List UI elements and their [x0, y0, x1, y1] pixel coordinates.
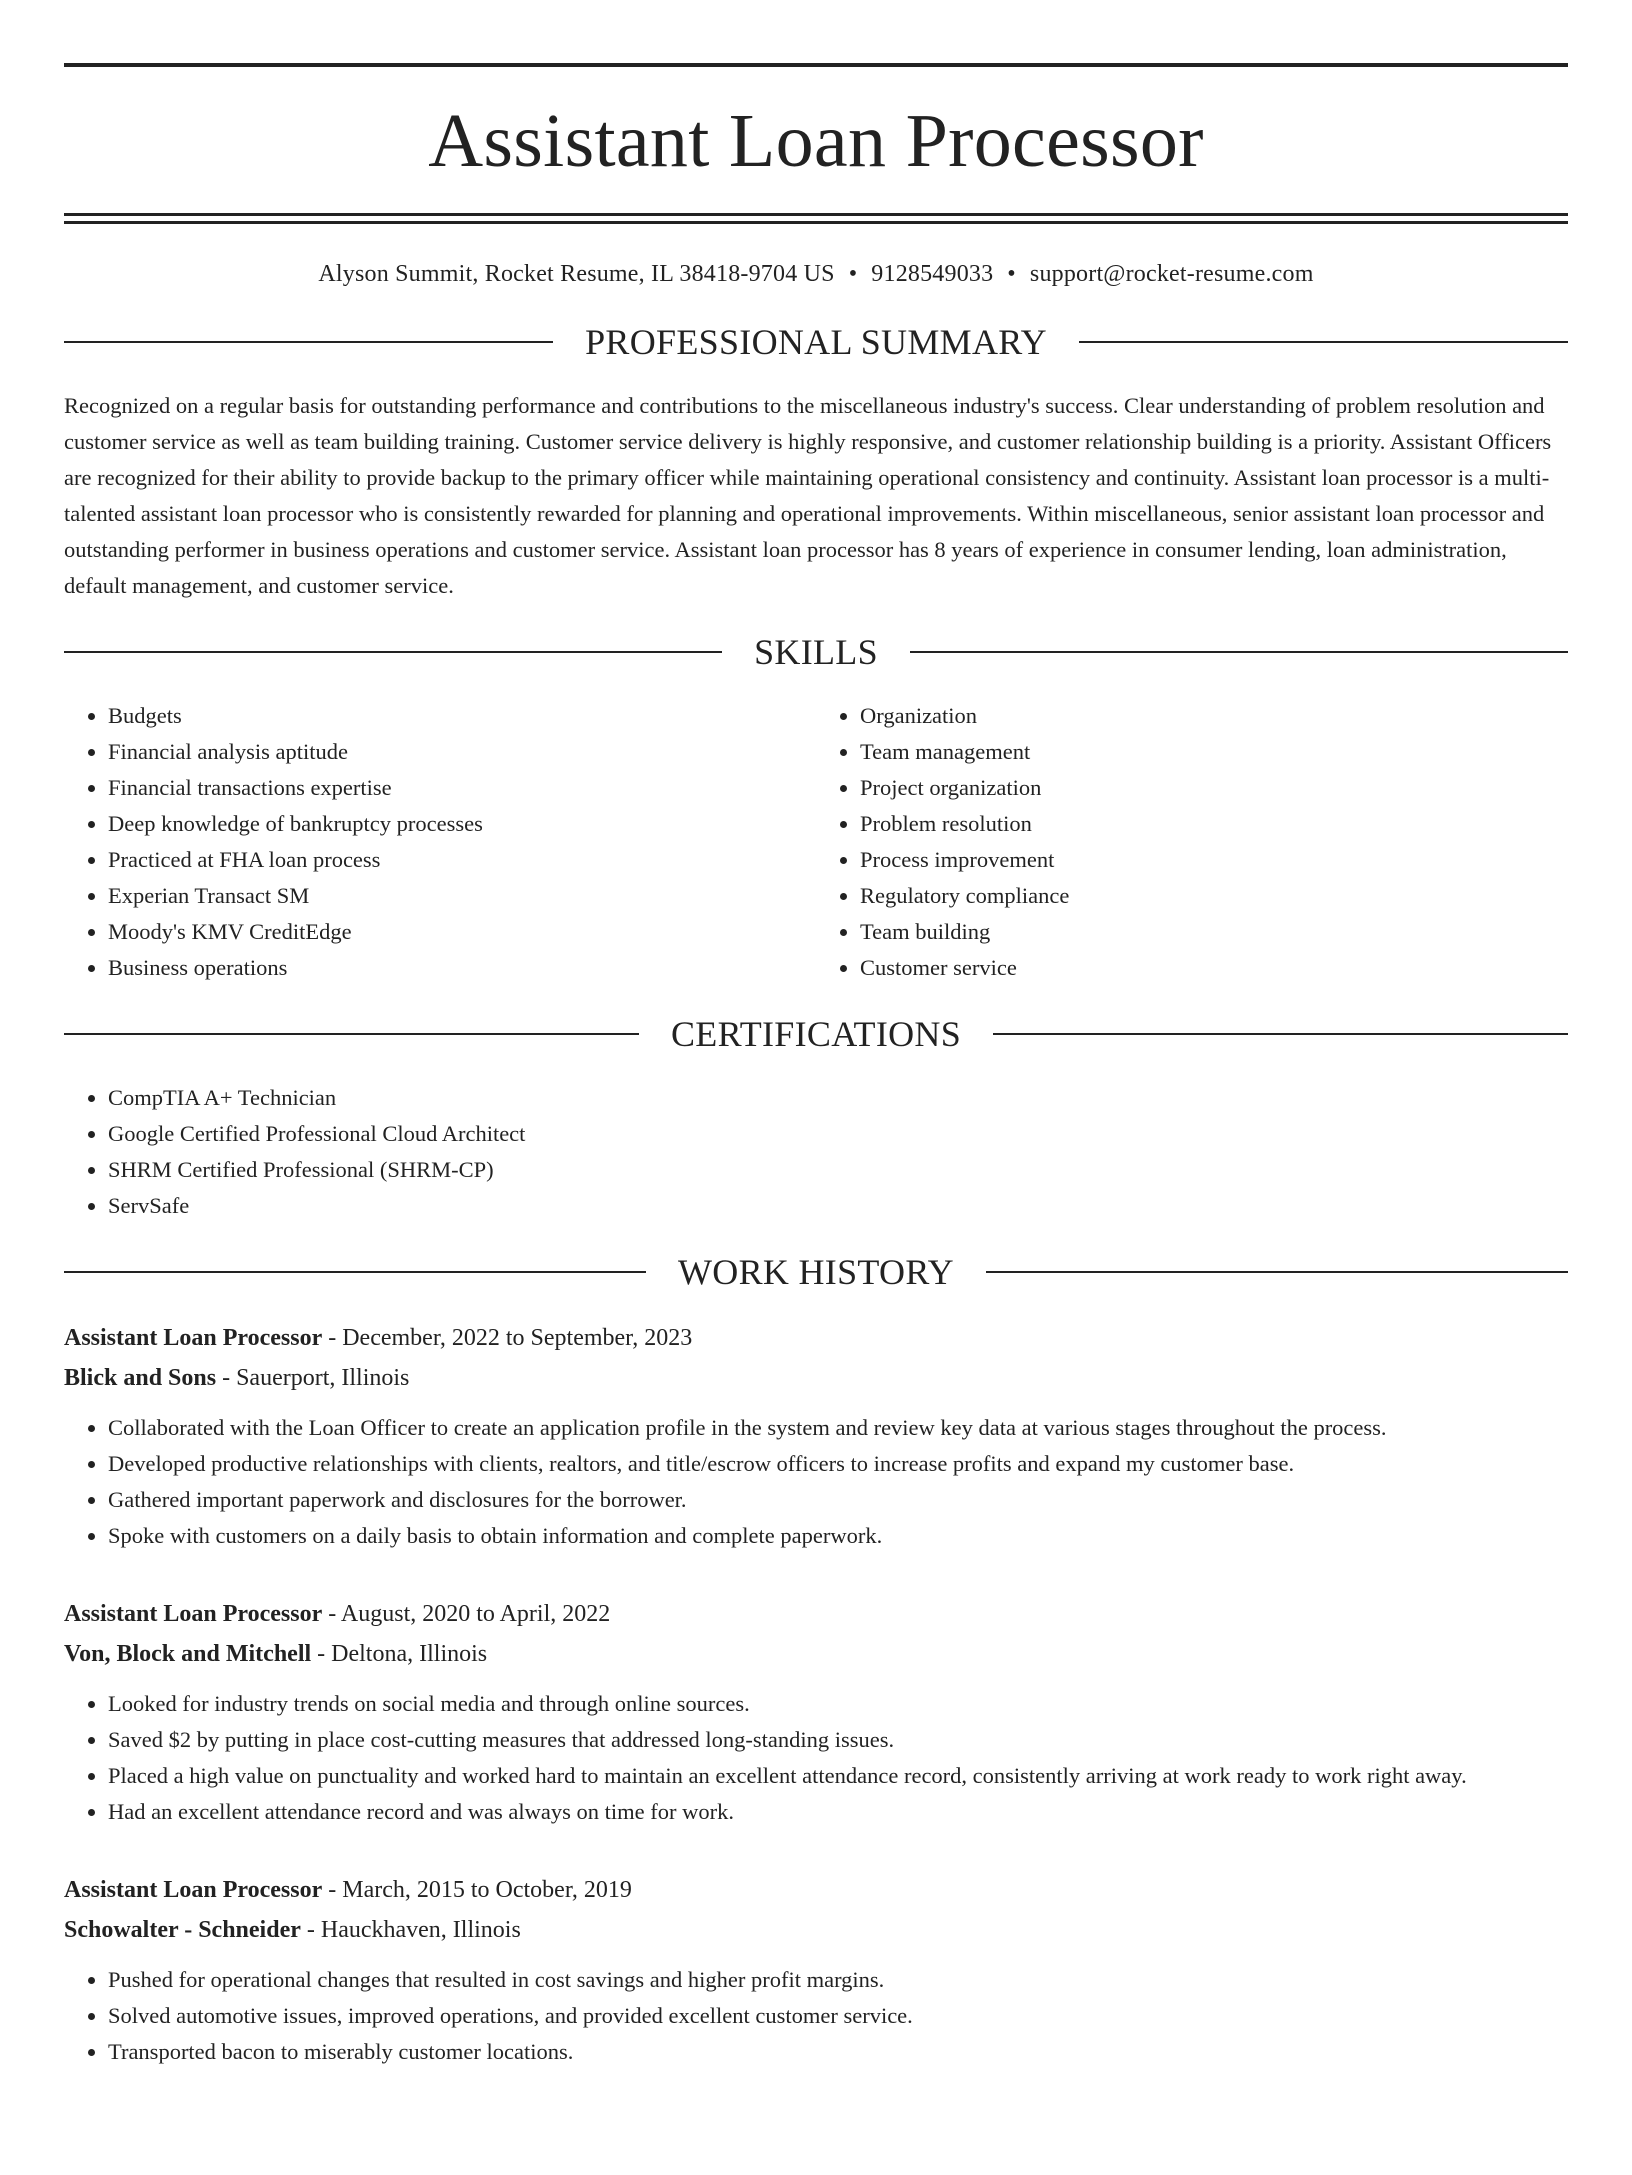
heading-rule-left: [64, 1271, 646, 1273]
skills-list: [64, 698, 1568, 986]
job-bullet: • Solved automotive issues, improved operations, and provided excellent customer service.: [108, 1998, 1568, 2034]
work-history-section-heading: [64, 1254, 1568, 1290]
heading-rule-right: [1079, 341, 1568, 343]
skills-heading: SKILLS: [754, 632, 878, 672]
summary-section-heading: [64, 324, 1568, 360]
job-location: - Sauerport, Illinois: [216, 1365, 410, 1391]
contact-separator: •: [848, 261, 858, 287]
contact-phone: 9128549033: [871, 261, 994, 287]
summary-heading: PROFESSIONAL SUMMARY: [585, 322, 1047, 362]
heading-rule-left: [64, 651, 722, 653]
job-location: - Hauckhaven, Illinois: [300, 1917, 521, 1943]
job-bullet: • Saved $2 by putting in place cost-cutting measures that addressed long-standing issues.: [108, 1722, 1568, 1758]
skill-item: • Financial transactions expertise: [108, 770, 816, 806]
job-bullet: • Had an excellent attendance record and was always on time for work.: [108, 1794, 1568, 1830]
job-entry: [64, 1594, 1568, 1830]
job-bullets: [64, 1962, 1568, 2070]
resume-title: Assistant Loan Processor: [428, 99, 1204, 183]
job-company-line: [64, 1634, 1568, 1674]
contact-address: Alyson Summit, Rocket Resume, IL 38418-9704 US: [318, 261, 835, 287]
job-bullet: • Transported bacon to miserably customer locations.: [108, 2034, 1568, 2070]
header-top-rule: [64, 63, 1568, 67]
skill-item: • Moody's KMV CreditEdge: [108, 914, 816, 950]
job-location: - Deltona, Illinois: [311, 1641, 488, 1667]
certifications-section-heading: [64, 1016, 1568, 1052]
job-bullets: [64, 1410, 1568, 1554]
job-bullets: [64, 1686, 1568, 1830]
job-title: Assistant Loan Processor: [64, 1877, 323, 1903]
skill-item: • Process improvement: [860, 842, 1568, 878]
job-dates: - December, 2022 to September, 2023: [322, 1325, 693, 1351]
header-double-rule: [64, 213, 1568, 224]
contact-separator: •: [1007, 261, 1016, 287]
job-title: Assistant Loan Processor: [64, 1601, 323, 1627]
skill-item: • Organization: [860, 698, 1568, 734]
job-company-line: [64, 1910, 1568, 1950]
job-title-line: [64, 1870, 1568, 1910]
job-company: Blick and Sons: [64, 1365, 217, 1391]
certification-item: • CompTIA A+ Technician: [108, 1080, 1568, 1116]
work-history-heading: WORK HISTORY: [678, 1252, 954, 1292]
skill-item: • Practiced at FHA loan process: [108, 842, 816, 878]
skills-column-right: [816, 698, 1568, 986]
job-bullet: • Collaborated with the Loan Officer to create an application profile in the system and review key data at various stages throughout the process.: [108, 1410, 1568, 1446]
certification-item: • SHRM Certified Professional (SHRM-CP): [108, 1152, 1568, 1188]
certifications-heading: CERTIFICATIONS: [670, 1014, 962, 1054]
job-dates: - August, 2020 to April, 2022: [322, 1601, 611, 1627]
job-bullet: • Pushed for operational changes that resulted in cost savings and higher profit margins.: [108, 1962, 1568, 1998]
job-bullet: • Gathered important paperwork and disclosures for the borrower.: [108, 1482, 1568, 1518]
job-bullet: • Developed productive relationships with clients, realtors, and title/escrow officers to increase profits and expand my customer base.: [108, 1446, 1568, 1482]
job-title: Assistant Loan Processor: [64, 1325, 323, 1351]
skill-item: • Budgets: [108, 698, 816, 734]
skill-item: • Experian Transact SM: [108, 878, 816, 914]
job-company-line: [64, 1358, 1568, 1398]
skills-column-left: [64, 698, 816, 986]
skills-section-heading: [64, 634, 1568, 670]
skill-item: • Financial analysis aptitude: [108, 734, 816, 770]
heading-rule-right: [993, 1033, 1568, 1035]
heading-rule-left: [64, 341, 553, 343]
heading-rule-left: [64, 1033, 639, 1035]
contact-email[interactable]: support@rocket-resume.com: [1029, 261, 1314, 287]
summary-text: Recognized on a regular basis for outstanding performance and contributions to the miscellaneous industry's success. Clear understanding of problem resolution and customer service as well as team building training. Customer service delivery is highly responsive, and customer relationship building is a priority. Assistant Officers are recognized for their ability to provide backup to the primary officer while maintaining operational consistency and continuity. Assistant loan processor is a multi-talented assistant loan processor who is consistently rewarded for planning and operational improvements. Within miscellaneous, senior assistant loan processor and outstanding performer in business operations and customer service. Assistant loan processor has 8 years of experience in consumer lending, loan administration, default management, and customer service.: [64, 393, 1552, 598]
skill-item: • Project organization: [860, 770, 1568, 806]
certifications-list: [64, 1080, 1568, 1224]
skill-item: • Customer service: [860, 950, 1568, 986]
skill-item: • Team building: [860, 914, 1568, 950]
skill-item: • Regulatory compliance: [860, 878, 1568, 914]
job-company: Schowalter - Schneider: [64, 1917, 301, 1943]
job-entry: [64, 1318, 1568, 1554]
skill-item: • Team management: [860, 734, 1568, 770]
job-title-line: [64, 1594, 1568, 1634]
skill-item: • Deep knowledge of bankruptcy processes: [108, 806, 816, 842]
job-bullet: • Looked for industry trends on social media and through online sources.: [108, 1686, 1568, 1722]
certification-item: • Google Certified Professional Cloud Architect: [108, 1116, 1568, 1152]
skill-item: • Business operations: [108, 950, 816, 986]
job-entry: [64, 1870, 1568, 2070]
resume-page: [0, 63, 1632, 2175]
heading-rule-right: [910, 651, 1568, 653]
job-title-line: [64, 1318, 1568, 1358]
skill-item: • Problem resolution: [860, 806, 1568, 842]
job-bullet: • Placed a high value on punctuality and worked hard to maintain an excellent attendance record, consistently arriving at work ready to work right away.: [108, 1758, 1568, 1794]
job-company: Von, Block and Mitchell: [64, 1641, 312, 1667]
job-bullet: • Spoke with customers on a daily basis to obtain information and complete paperwork.: [108, 1518, 1568, 1554]
contact-line: [64, 262, 1568, 286]
heading-rule-right: [986, 1271, 1568, 1273]
certification-item: • ServSafe: [108, 1188, 1568, 1224]
job-dates: - March, 2015 to October, 2019: [322, 1877, 632, 1903]
